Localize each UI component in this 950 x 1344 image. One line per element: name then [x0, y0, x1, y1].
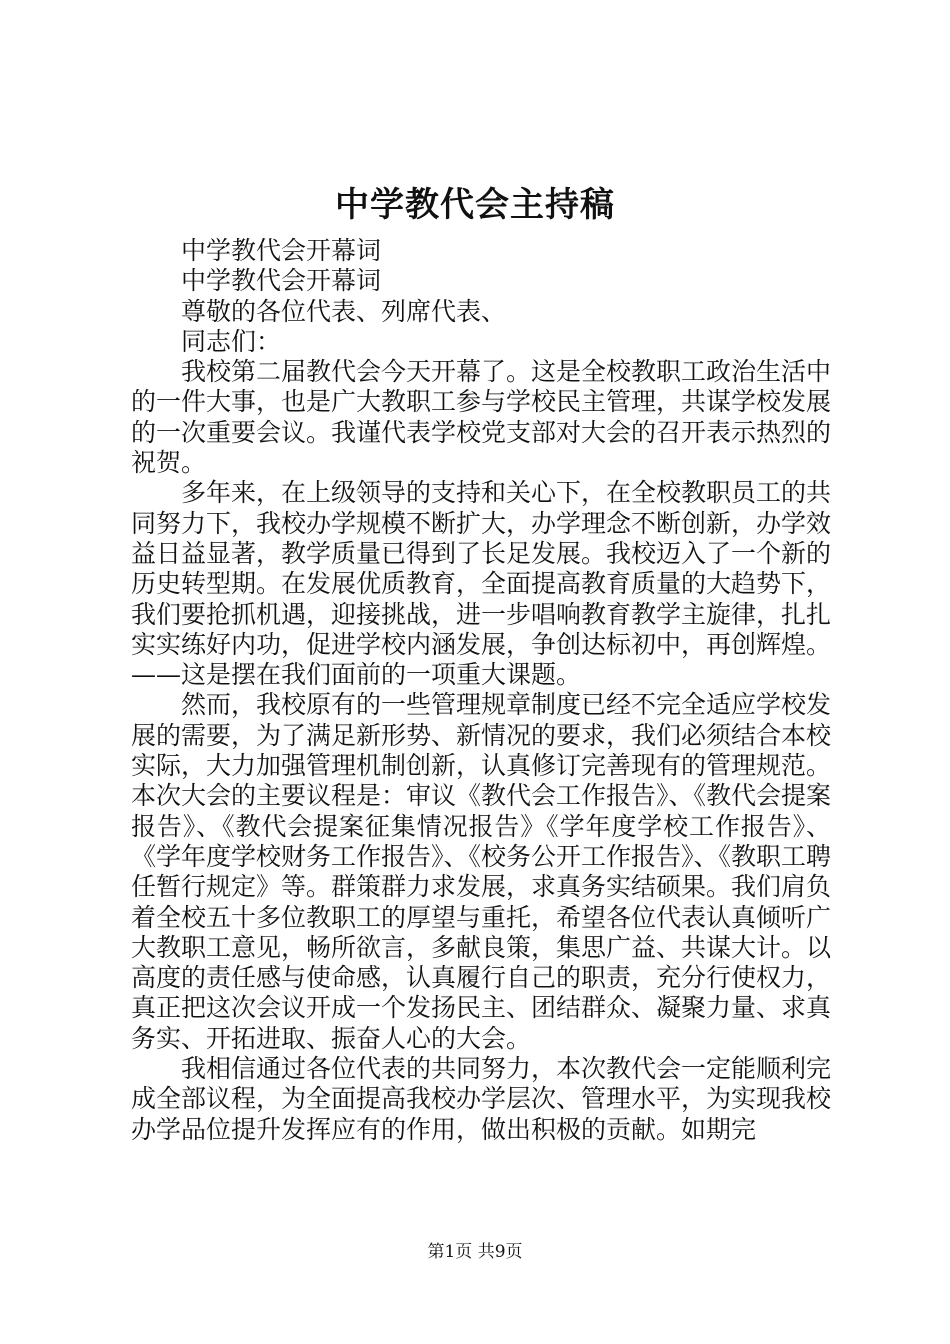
- page-number-footer: 第1页 共9页: [427, 1242, 523, 1262]
- document-title: 中学教代会主持稿: [335, 185, 615, 225]
- heading-line: 中学教代会开幕词: [181, 236, 382, 265]
- body-paragraph: 我校第二届教代会今天开幕了。这是全校教职工政治生活中的一件大事，也是广大教职工参与学校民主管理，共谋学校发展的一次重要会议。我谨代表学校党支部对大会的召开表示热烈的祝贺。: [131, 357, 832, 478]
- salutation-line: 尊敬的各位代表、列席代表、: [181, 296, 507, 326]
- body-paragraph: 然而，我校原有的一些管理规章制度已经不完全适应学校发展的需要，为了满足新形势、新情况的要求，我们必须结合本校实际，大力加强管理机制创新，认真修订完善现有的管理规范。本次大会的主要议程是：审议《教代会工作报告》、《教代会提案报告》、《教代会提案征集情况报告》《学年度学校工作报告》、《学年度学校财务工作报告》、《校务公开工作报告》、《教职工聘任暂行规定》等。群策群力求发展，求真务实结硕果。我们肩负着全校五十多位教职工的厚望与重托，希望各位代表认真倾听广大教职工意见，畅所欲言，多献良策，集思广益、共谋大计。以高度的责任感与使命感，认真履行自己的职责，充分行使权力，真正把这次会议开成一个发扬民主、团结群众、凝聚力量、求真务实、开拓进取、振奋人心的大会。: [131, 690, 832, 1053]
- heading-line: 中学教代会开幕词: [181, 266, 382, 296]
- body-paragraph: 我相信通过各位代表的共同努力，本次教代会一定能顺利完成全部议程，为全面提高我校办学层次、管理水平，为实现我校办学品位提升发挥应有的作用，做出积极的贡献。如期完: [131, 1054, 832, 1144]
- salutation-line: 同志们：: [181, 326, 282, 356]
- body-paragraph: 多年来，在上级领导的支持和关心下，在全校教职员工的共同努力下，我校办学规模不断扩大，办学理念不断创新，办学效益日益显著，教学质量已得到了长足发展。我校迈入了一个新的历史转型期。在发展优质教育，全面提高教育质量的大趋势下，我们要抢抓机遇，迎接挑战，进一步唱响教育教学主旋律，扎扎实实练好内功，促进学校内涵发展，争创达标初中，再创辉煌。——这是摆在我们面前的一项重大课题。: [131, 478, 832, 690]
- document-body: [131, 236, 831, 1145]
